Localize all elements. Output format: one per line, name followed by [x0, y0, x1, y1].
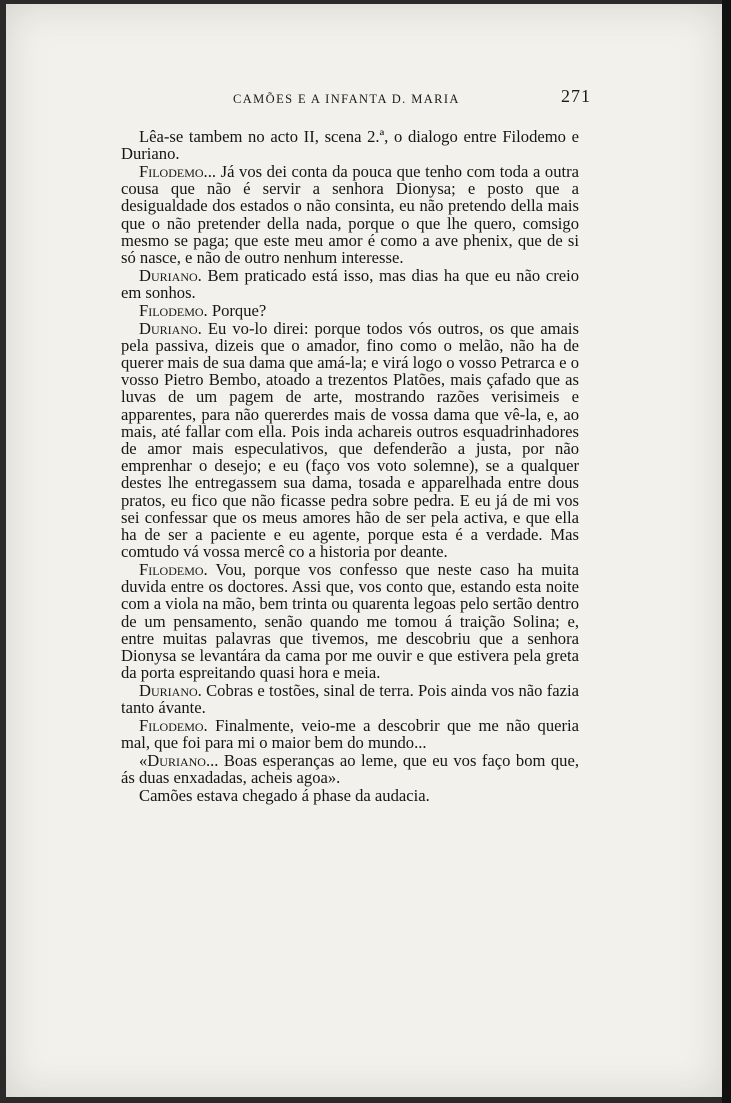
paragraph-text: Lêa-se tambem no acto II, scena 2.ª, o dialogo entre Filodemo e Duriano. — [121, 127, 579, 164]
paragraph — [121, 163, 579, 266]
paragraph-text: Finalmente, veio-me a descobrir que me não queria mal, que foi para mi o maior bem do mundo... — [121, 716, 579, 753]
book-page — [6, 4, 722, 1097]
paragraph-text: Vou, porque vos confesso que neste caso ha muita duvida entre os doctores. Assi que, vos conto que, estando esta noite com a viola na mão, bem trinta ou quarenta legoas pelo sertão dentro de um pensamento, senão quando me tomou á traição Solina; e, entre muitas palavras que tivemos, me descobriu que a senhora Dionysa se levantára da cama por me ouvir e que estivera pela greta da porta espreitando quasi hora e meia. — [121, 560, 579, 683]
speaker-name: «Duriano... — [139, 751, 219, 771]
paragraph — [121, 787, 579, 804]
paragraph-text: Já vos dei conta da pouca que tenho com toda a outra cousa que não é servir a senhora Dionysa; e posto que a desigualdade dos estados o não consinta, eu não pretendo della mais que o não pretender della nada, porque o que lhe quero, comsigo mesmo se paga; que este meu amor é como a ave phenix, que de si só nasce, e não de outro nenhum interesse. — [121, 162, 579, 268]
paragraph-text: Camões estava chegado á phase da audacia. — [139, 786, 430, 806]
paragraph — [121, 128, 579, 162]
paragraph-text: Porque? — [211, 300, 267, 320]
speaker-name: Duriano. — [139, 318, 202, 338]
speaker-name: Duriano. — [139, 265, 202, 285]
paragraph — [121, 752, 579, 786]
paragraph — [121, 561, 579, 681]
paragraph-text: Bem praticado está isso, mas dias ha que eu não creio em sonhos. — [121, 265, 579, 303]
paragraph — [121, 267, 579, 301]
body-text — [121, 128, 579, 805]
paragraph — [121, 682, 579, 716]
speaker-name: Duriano. — [139, 681, 202, 701]
page-header — [121, 86, 591, 110]
paragraph — [121, 717, 579, 751]
speaker-name: Filodemo... — [139, 162, 216, 181]
running-head: CAMÕES E A INFANTA D. MARIA — [233, 92, 460, 106]
scan-edge — [722, 0, 731, 1103]
speaker-name: Filodemo. — [139, 716, 208, 736]
paragraph-text: Eu vo-lo direi: porque todos vós outros, os que amais pela passiva, dizeis que o amador, fino como o melão, não ha de querer mais de sua dama que amá-la; e virá logo o vosso Petrarca e o vosso Pietro Bembo, atoado a trezentos Platões, mais çafado que as luvas de um pagem de arte, mostrando razões verisimeis e apparentes, para não quererdes mais de vossa dama que vê-la, e, ao mais, até fallar com ella. Pois inda achareis outros esquadrinhadores de amor mais especulativos, que defenderão a justa, por não emprenhar o desejo; e eu (faço vos voto solemne), se a qualquer destes lhe entregassem sua dama, tosada e apparelhada entre dous pratos, eu fico que não ficasse pedra sobre pedra. E eu já de mi vos sei confessar que os meus amores hão de ser pela activa, e que ella ha de ser a paciente e eu agente, porque esta é a verdade. Mas comtudo vá vossa mercê co a historia por deante. — [121, 318, 579, 562]
paragraph — [121, 302, 579, 319]
paragraph — [121, 320, 579, 561]
page-number: 271 — [561, 86, 591, 106]
speaker-name: Filodemo. — [139, 300, 208, 320]
paragraph-text: Cobras e tostões, sinal de terra. Pois ainda vos não fazia tanto ávante. — [121, 681, 579, 718]
speaker-name: Filodemo. — [139, 560, 208, 580]
paragraph-text: Boas esperanças ao leme, que eu vos faço bom que, ás duas enxadadas, acheis agoa». — [121, 751, 579, 788]
